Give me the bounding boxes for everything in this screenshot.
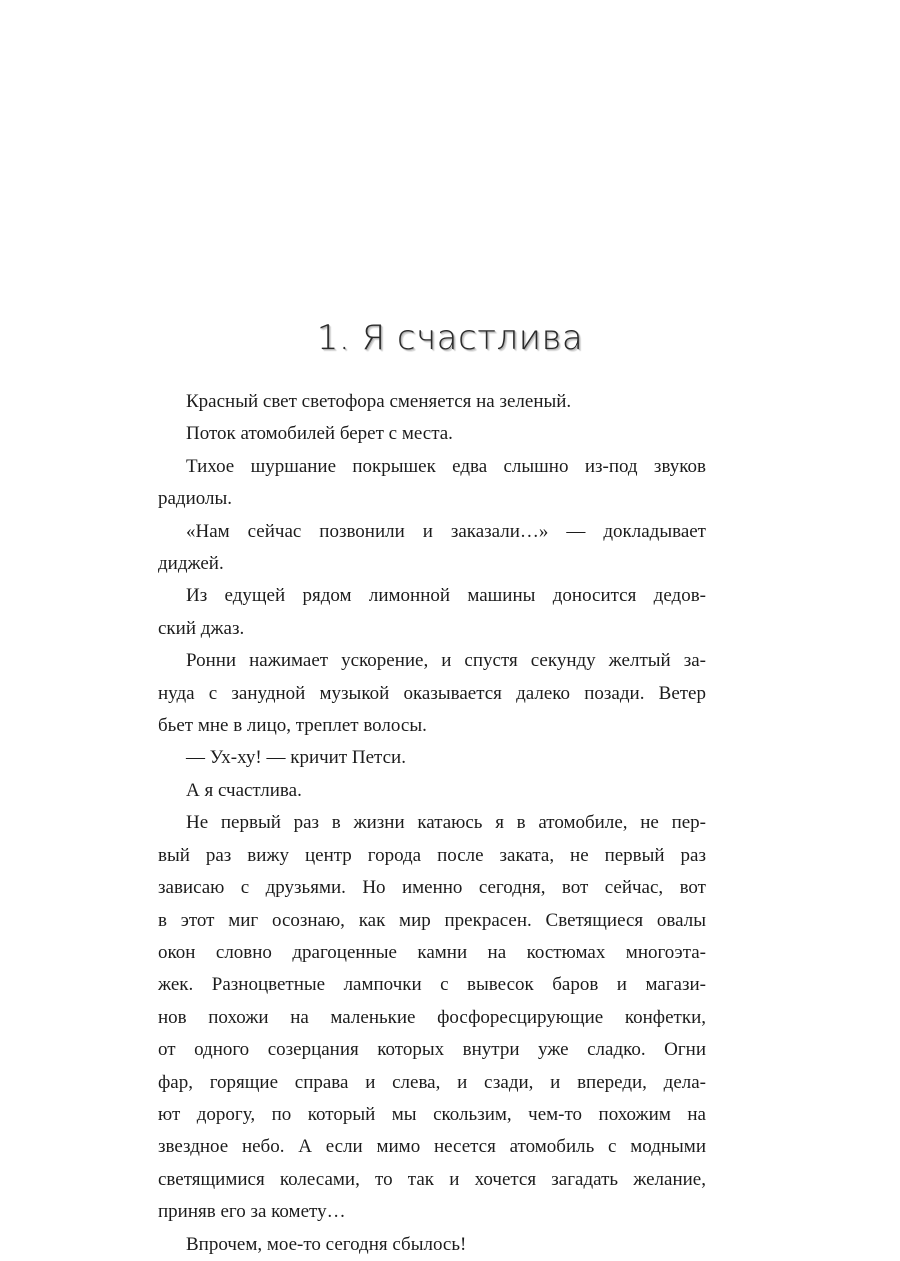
paragraph	[186, 386, 706, 418]
text-line: Ронни нажимает ускорение, и спустя секунду желтый за-	[186, 650, 706, 672]
paragraph	[158, 645, 706, 742]
paragraph	[158, 451, 706, 516]
text-line: бьет мне в лицо, треплет волосы.	[158, 715, 427, 737]
text-line: Из едущей рядом лимонной машины доносится дедов-	[186, 585, 706, 607]
text-line: радиолы.	[158, 488, 233, 510]
text-line: зависаю с друзьями. Но именно сегодня, вот сейчас, вот	[158, 877, 706, 899]
text-line: Красный свет светофора сменяется на зеленый.	[186, 391, 572, 412]
text-line: А я счастлива.	[186, 779, 302, 801]
text-line: вый раз вижу центр города после заката, не первый раз	[158, 844, 706, 866]
text-line: Не первый раз в жизни катаюсь я в атомобиле, не пер-	[186, 812, 706, 834]
text-line: Тихое шуршание покрышек едва слышно из-под звуков	[186, 455, 706, 477]
text-line: нов похожи на маленькие фосфоресцирующие конфетки,	[158, 1006, 706, 1028]
paragraph	[186, 742, 706, 774]
chapter-title: 1. Я счастлива	[316, 318, 584, 358]
text-line: нуда с занудной музыкой оказывается далеко позади. Ветер	[158, 682, 706, 704]
text-line: Поток атомобилей берет с места.	[186, 423, 453, 445]
text-line: от одного созерцания которых внутри уже сладко. Огни	[158, 1039, 706, 1061]
paragraph	[186, 775, 706, 807]
paragraph	[186, 1229, 706, 1261]
paragraph	[158, 580, 706, 645]
paragraph	[186, 418, 706, 450]
text-line: звездное небо. А если мимо несется атомобиль с модными	[158, 1136, 706, 1158]
text-line: в этот миг осознаю, как мир прекрасен. Светящиеся овалы	[158, 909, 706, 931]
text-line: фар, горящие справа и слева, и сзади, и впереди, дела-	[158, 1071, 706, 1093]
text-line: приняв его за комету…	[158, 1201, 346, 1223]
text-line: «Нам сейчас позвонили и заказали…» — докладывает	[186, 520, 706, 542]
paragraph	[158, 807, 706, 1228]
text-line: окон словно драгоценные камни на костюмах многоэта-	[158, 941, 706, 963]
text-line: диджей.	[158, 553, 224, 575]
text-line: Впрочем, мое-то сегодня сбылось!	[186, 1233, 467, 1255]
text-line: жек. Разноцветные лампочки с вывесок баров и магази-	[158, 974, 706, 996]
chapter-text	[158, 386, 706, 1261]
text-line: ют дорогу, по который мы скользим, чем-то похожим на	[158, 1103, 706, 1125]
paragraph	[158, 516, 706, 581]
text-line: ский джаз.	[158, 617, 245, 639]
text-line: — Ух-ху! — кричит Петси.	[186, 747, 406, 769]
text-line: светящимися колесами, то так и хочется загадать желание,	[158, 1168, 706, 1190]
